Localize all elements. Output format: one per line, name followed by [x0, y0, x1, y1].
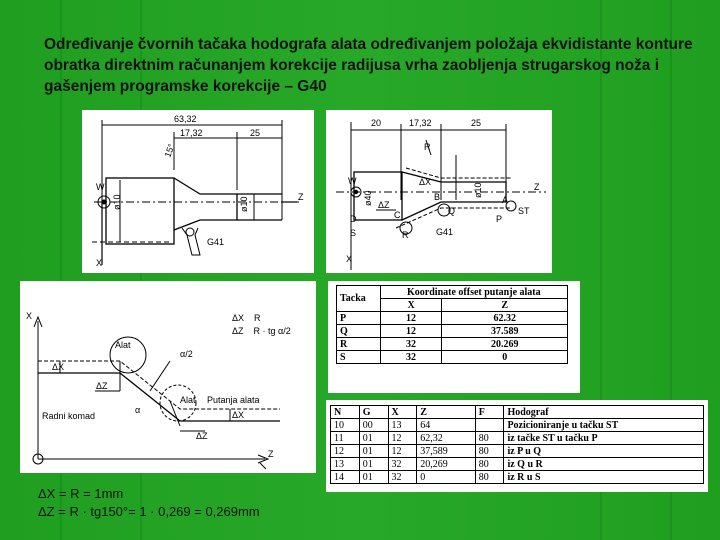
program-table — [330, 405, 704, 484]
label-x: X — [96, 258, 103, 268]
point-p: P — [496, 214, 503, 224]
program-z: 0 — [417, 471, 475, 484]
axis-z-label: Z — [268, 449, 274, 459]
point-r: R — [402, 230, 409, 240]
program-hodograf: iz Q u R — [504, 458, 704, 471]
program-x: 12 — [388, 432, 417, 445]
alat-top-label: Alat — [115, 340, 131, 350]
program-n: 12 — [331, 445, 360, 458]
formula-dx: ΔX = R = 1mm — [38, 486, 124, 501]
program-hodograf: iz R u S — [504, 471, 704, 484]
offset-z: 20.269 — [442, 338, 568, 351]
label-z2: Z — [534, 182, 540, 192]
offset-point: S — [337, 351, 381, 364]
legend-dx: ΔX R — [232, 313, 261, 323]
table-row — [331, 432, 704, 445]
program-hodograf: iz P u Q — [504, 445, 704, 458]
table-row — [337, 338, 568, 351]
program-header-x: X — [388, 406, 417, 419]
program-f — [475, 419, 504, 432]
program-f: 80 — [475, 471, 504, 484]
program-f: 80 — [475, 432, 504, 445]
geometry-svg — [20, 281, 316, 473]
program-x: 12 — [388, 445, 417, 458]
dia-40: ø40 — [363, 190, 373, 206]
program-z: 20,269 — [417, 458, 475, 471]
program-hodograf: Pozicioniranje u tačku ST — [504, 419, 704, 432]
program-header-z: Z — [417, 406, 475, 419]
label-z: Z — [298, 192, 304, 202]
drawing-workpiece — [82, 110, 314, 273]
offset-table — [336, 285, 568, 364]
dim-1732: 17,32 — [409, 118, 432, 128]
drawing-toolpath — [326, 110, 552, 273]
table-row — [331, 471, 704, 484]
dia-10: ø10 — [473, 182, 483, 198]
program-f: 80 — [475, 458, 504, 471]
point-c: C — [394, 210, 401, 220]
table-row — [331, 458, 704, 471]
dim-angle-label: 15° — [162, 142, 177, 159]
table-row — [337, 351, 568, 364]
offset-sub-z: Z — [442, 299, 568, 312]
slide-title: Određivanje čvornih tačaka hodografa alata određivanjem položaja ekvidistante konture obratka direktnim računanjem korekcije radijusa vrha zaobljenja strugarskog noža i gašenjem programske korekcije – G40 — [44, 36, 693, 95]
offset-sub-x: X — [380, 299, 442, 312]
offset-x: 32 — [380, 338, 442, 351]
label-x2: X — [346, 254, 353, 264]
table-row — [331, 445, 704, 458]
alpha-half-label: α/2 — [180, 349, 193, 359]
radni-komad-label: Radni komad — [42, 411, 96, 421]
dx3b-label: ΔX — [232, 410, 245, 420]
program-header-g: G — [359, 406, 388, 419]
dz3b-label: ΔZ — [196, 431, 208, 441]
dia-right-label: ø10 — [239, 196, 249, 212]
offset-header-coords: Koordinate offset putanje alata — [380, 286, 567, 299]
program-g: 01 — [359, 445, 388, 458]
dim-20: 20 — [371, 118, 382, 128]
offset-z: 62.32 — [442, 312, 568, 325]
dx-label: ΔX — [419, 177, 432, 187]
program-f: 80 — [475, 445, 504, 458]
program-n: 11 — [331, 432, 360, 445]
program-table-panel — [326, 400, 708, 492]
point-q: Q — [448, 206, 456, 216]
point-s: S — [350, 228, 357, 238]
program-z: 62,32 — [417, 432, 475, 445]
table-row — [337, 325, 568, 338]
program-g: 01 — [359, 458, 388, 471]
axis-x-label: X — [26, 311, 33, 321]
program-g: 00 — [359, 419, 388, 432]
alpha-label: α — [135, 405, 141, 415]
offset-x: 32 — [380, 351, 442, 364]
offset-table-panel — [328, 281, 580, 393]
putanja-label: Putanja alata — [207, 395, 260, 405]
dim-25: 25 — [471, 118, 482, 128]
program-n: 13 — [331, 458, 360, 471]
formula-dz: ΔZ = R · tg150°= 1 · 0,269 = 0,269mm — [38, 504, 260, 519]
offset-point: Q — [337, 325, 381, 338]
program-z: 64 — [417, 419, 475, 432]
offset-x: 12 — [380, 312, 442, 325]
program-header-hodograf: Hodograf — [504, 406, 704, 419]
point-d: D — [350, 214, 357, 224]
dim-mid-label: 17,32 — [180, 128, 203, 138]
label-g41: G41 — [207, 237, 225, 247]
program-hodograf: iz tačke ST u tačku P — [504, 432, 704, 445]
program-x: 32 — [388, 458, 417, 471]
drawing-geometry — [20, 281, 316, 473]
label-w2: W — [348, 176, 357, 186]
program-header-f: F — [475, 406, 504, 419]
program-x: 13 — [388, 419, 417, 432]
toolpath-svg — [326, 110, 552, 273]
offset-x: 12 — [380, 325, 442, 338]
dim-right-label: 25 — [250, 128, 261, 138]
program-header-n: N — [331, 406, 360, 419]
point-a: A — [502, 195, 509, 205]
formulas — [38, 485, 260, 521]
dia-left-label: ø10 — [112, 194, 122, 210]
dim-total-label: 63,32 — [174, 114, 197, 124]
dz3-label: ΔZ — [96, 381, 108, 391]
point-b: B — [434, 192, 441, 202]
legend-dz: ΔZ R · tg α/2 — [232, 326, 291, 336]
label-w: W — [96, 182, 105, 192]
workpiece-svg — [82, 110, 314, 273]
dx3-label: ΔX — [52, 362, 65, 372]
program-n: 10 — [331, 419, 360, 432]
table-row — [337, 312, 568, 325]
offset-z: 0 — [442, 351, 568, 364]
alat-bottom-label: Alat — [180, 395, 196, 405]
program-x: 32 — [388, 471, 417, 484]
point-st: ST — [518, 206, 530, 216]
dim-r: R — [424, 142, 431, 152]
dz-label: ΔZ — [378, 200, 390, 210]
table-row — [331, 419, 704, 432]
program-n: 14 — [331, 471, 360, 484]
program-g: 01 — [359, 471, 388, 484]
offset-header-point: Tacka — [337, 286, 381, 312]
program-z: 37,589 — [417, 445, 475, 458]
offset-point: P — [337, 312, 381, 325]
offset-z: 37.589 — [442, 325, 568, 338]
program-g: 01 — [359, 432, 388, 445]
offset-point: R — [337, 338, 381, 351]
label-g41-2: G41 — [436, 227, 454, 237]
